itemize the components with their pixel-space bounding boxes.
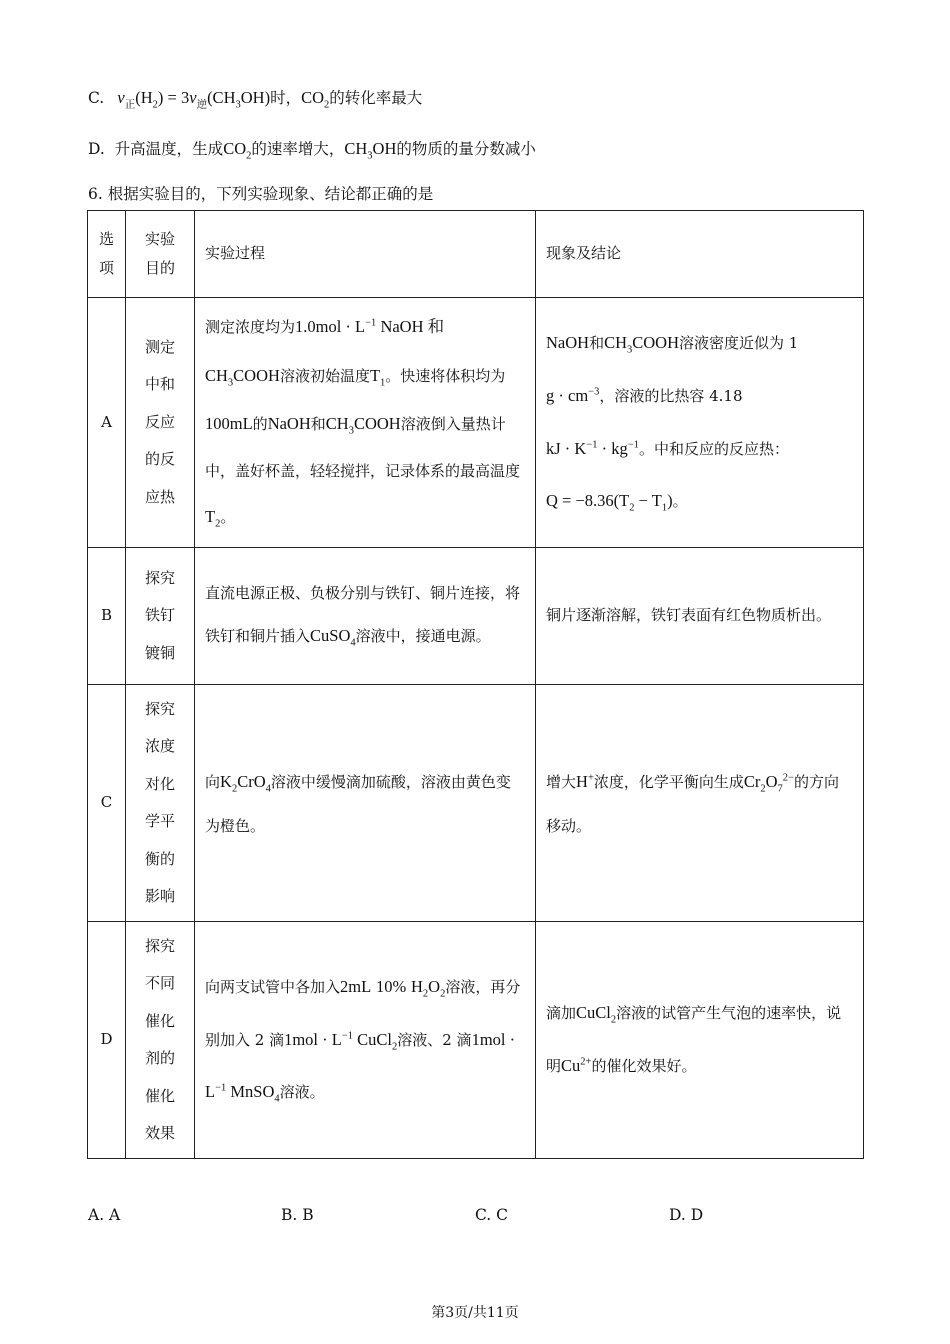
table-row bbox=[88, 922, 864, 1159]
answer-choice-a[interactable]: A. A bbox=[88, 1206, 121, 1224]
row-d-process: 向两支试管中各加入2mL 10% $H_2O_2$溶液，再分别加入 2 滴$1mol \cdot L^{-1}$ CuCl$_2$溶液、2 滴$1mol \cdot L^{-1}$ MnSO$_4$溶液。 bbox=[195, 922, 536, 1159]
row-c-aim: 探究 浓度 对化 学平 衡的 影响 bbox=[126, 685, 195, 922]
row-d-option: D bbox=[88, 922, 126, 1159]
option-c-label: C. bbox=[88, 89, 105, 107]
row-b-process: 直流电源正极、负极分别与铁钉、铜片连接，将铁钉和铜片插入CuSO$_4$溶液中，接通电源。 bbox=[195, 548, 536, 685]
row-b-aim: 探究 铁钉 镀铜 bbox=[126, 548, 195, 685]
answer-choice-b[interactable]: B. B bbox=[281, 1206, 314, 1224]
header-result: 现象及结论 bbox=[536, 211, 864, 298]
answer-choice-d[interactable]: D. D bbox=[669, 1206, 704, 1224]
row-b-result: 铜片逐渐溶解，铁钉表面有红色物质析出。 bbox=[536, 548, 864, 685]
row-b-option: B bbox=[88, 548, 126, 685]
row-c-result: 增大H+浓度，化学平衡向生成$Cr_2O_7^{2-}$的方向移动。 bbox=[536, 685, 864, 922]
question-6: 6. 根据实验目的，下列实验现象、结论都正确的是 bbox=[88, 185, 434, 203]
row-a-aim: 测定 中和 反应 的反 应热 bbox=[126, 298, 195, 548]
row-a-option: A bbox=[88, 298, 126, 548]
row-a-process: 测定浓度均为$1.0mol \cdot L^{-1}$ NaOH 和 $CH_3COOH$溶液初始温度$T_1$。快速将体积均为100mL的NaOH和$CH_3COOH$溶液倒入量热计中，盖好杯盖，轻轻搅拌，记录体系的最高温度$T_2$。 bbox=[195, 298, 536, 548]
option-d: D. 升高温度，生成$CO_2$的速率增大，$CH_3OH$的物质的量分数减小 bbox=[88, 139, 536, 162]
experiment-table bbox=[87, 210, 864, 1159]
answer-choice-c[interactable]: C. C bbox=[475, 1206, 509, 1224]
page-footer: 第3页/共11页 bbox=[431, 1305, 519, 1321]
option-c: C. $v_正(H_2) = 3v_逆(CH_3OH)$时，$CO_2$的转化率最大 bbox=[88, 88, 423, 111]
v-reverse: v bbox=[189, 88, 197, 107]
row-a-result: NaOH和$CH_3COOH$溶液密度近似为 1 $g \cdot cm^{-3}$，溶液的比热容 4.18 kJ · $K^{-1} \cdot kg^{-1}$。中和反应的反应热： $Q = -8.36(T_2 - T_1)$。 bbox=[536, 298, 864, 548]
header-aim: 实验 目的 bbox=[126, 211, 195, 298]
header-process: 实验过程 bbox=[195, 211, 536, 298]
table-row bbox=[88, 685, 864, 922]
row-d-aim: 探究 不同 催化 剂的 催化 效果 bbox=[126, 922, 195, 1159]
table-row bbox=[88, 298, 864, 548]
row-d-result: 滴加CuCl$_2$溶液的试管产生气泡的速率快，说明$Cu^{2+}$的催化效果好。 bbox=[536, 922, 864, 1159]
header-option: 选 项 bbox=[88, 211, 126, 298]
option-d-label: D. bbox=[88, 140, 105, 158]
row-c-process: 向$K_2CrO_4$溶液中缓慢滴加硫酸，溶液由黄色变为橙色。 bbox=[195, 685, 536, 922]
v-forward: v bbox=[117, 88, 125, 107]
row-c-option: C bbox=[88, 685, 126, 922]
table-row bbox=[88, 548, 864, 685]
table-header-row bbox=[88, 211, 864, 298]
